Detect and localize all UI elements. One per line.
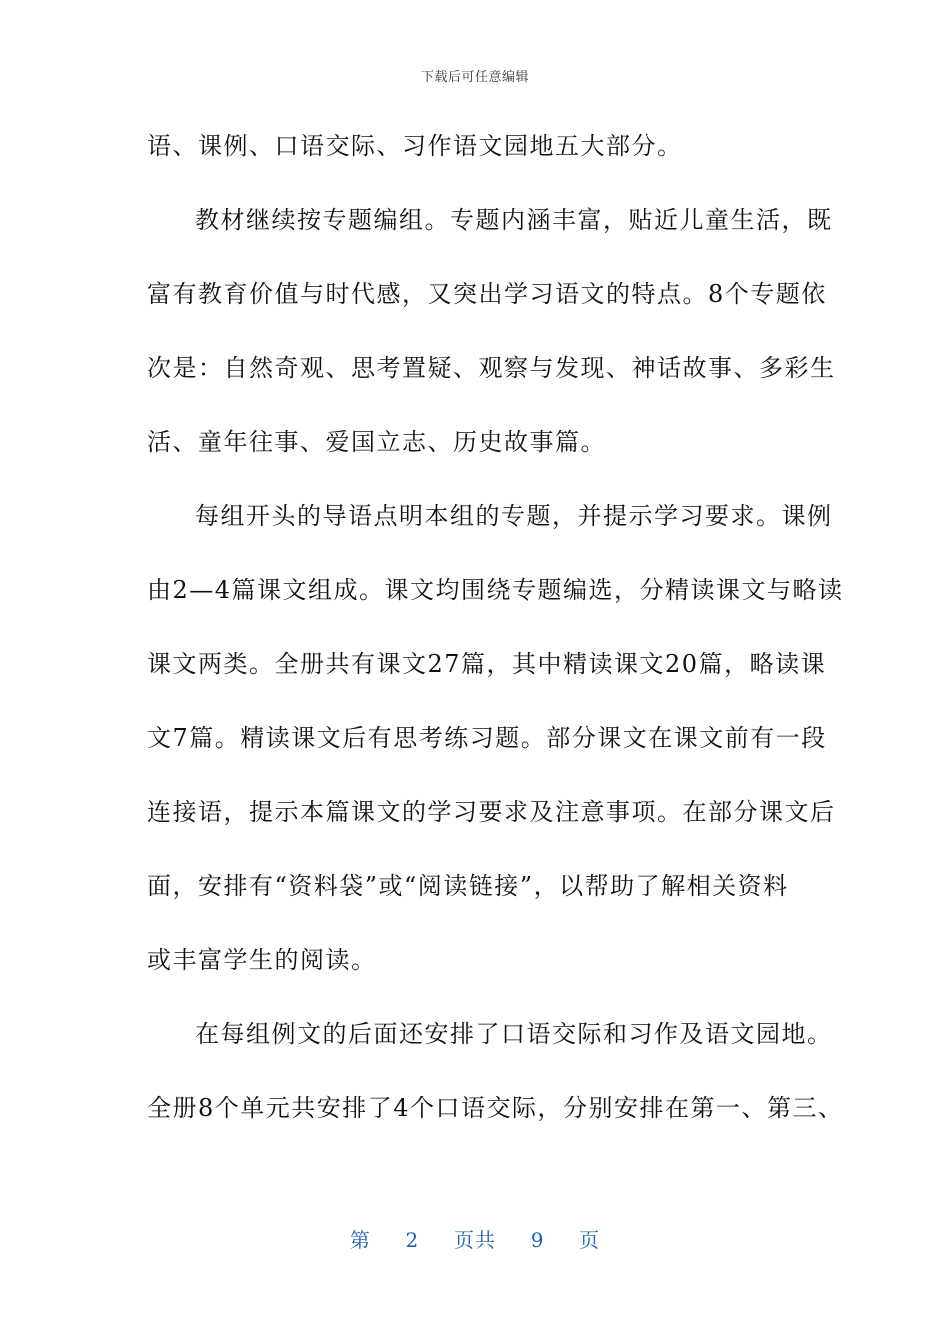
text-line: 语、课例、口语交际、习作语文园地五大部分。 (147, 132, 683, 160)
text-line: 全册8个单元共安排了4个口语交际，分别安排在第一、第三、 (147, 1094, 844, 1122)
text-line: 文7篇。精读课文后有思考练习题。部分课文在课文前有一段 (147, 724, 827, 752)
text-line: 富有教育价值与时代感，又突出学习语文的特点。8个专题依 (147, 280, 827, 308)
current-page-number: 2 (405, 1228, 420, 1252)
page-header: 下载后可任意编辑 (420, 70, 529, 85)
text-line: 由2—4篇课文组成。课文均围绕专题编选，分精读课文与略读 (147, 576, 844, 604)
paragraph-start-line: 教材继续按专题编组。专题内涵丰富，贴近儿童生活，既 (195, 206, 833, 234)
paragraph-start-line: 每组开头的导语点明本组的专题，并提示学习要求。课例 (195, 502, 833, 530)
page-footer (0, 1224, 950, 1253)
page-label-mid: 页共 (454, 1228, 496, 1252)
text-line: 连接语，提示本篇课文的学习要求及注意事项。在部分课文后 (147, 798, 836, 826)
text-line: 或丰富学生的阅读。 (147, 946, 377, 974)
text-line: 活、童年往事、爱国立志、历史故事篇。 (147, 428, 606, 456)
document-body (147, 120, 844, 1156)
text-line: 面，安排有“资料袋”或“阅读链接”，以帮助了解相关资料 (147, 872, 789, 900)
paragraph-start-line: 在每组例文的后面还安排了口语交际和习作及语文园地。 (195, 1020, 833, 1048)
text-line: 课文两类。全册共有课文27篇，其中精读课文20篇，略读课 (147, 650, 827, 678)
text-line: 次是：自然奇观、思考置疑、观察与发现、神话故事、多彩生 (147, 354, 836, 382)
page-label-prefix: 第 (349, 1228, 371, 1252)
total-pages-number: 9 (530, 1228, 545, 1252)
page-label-suffix: 页 (579, 1228, 601, 1252)
